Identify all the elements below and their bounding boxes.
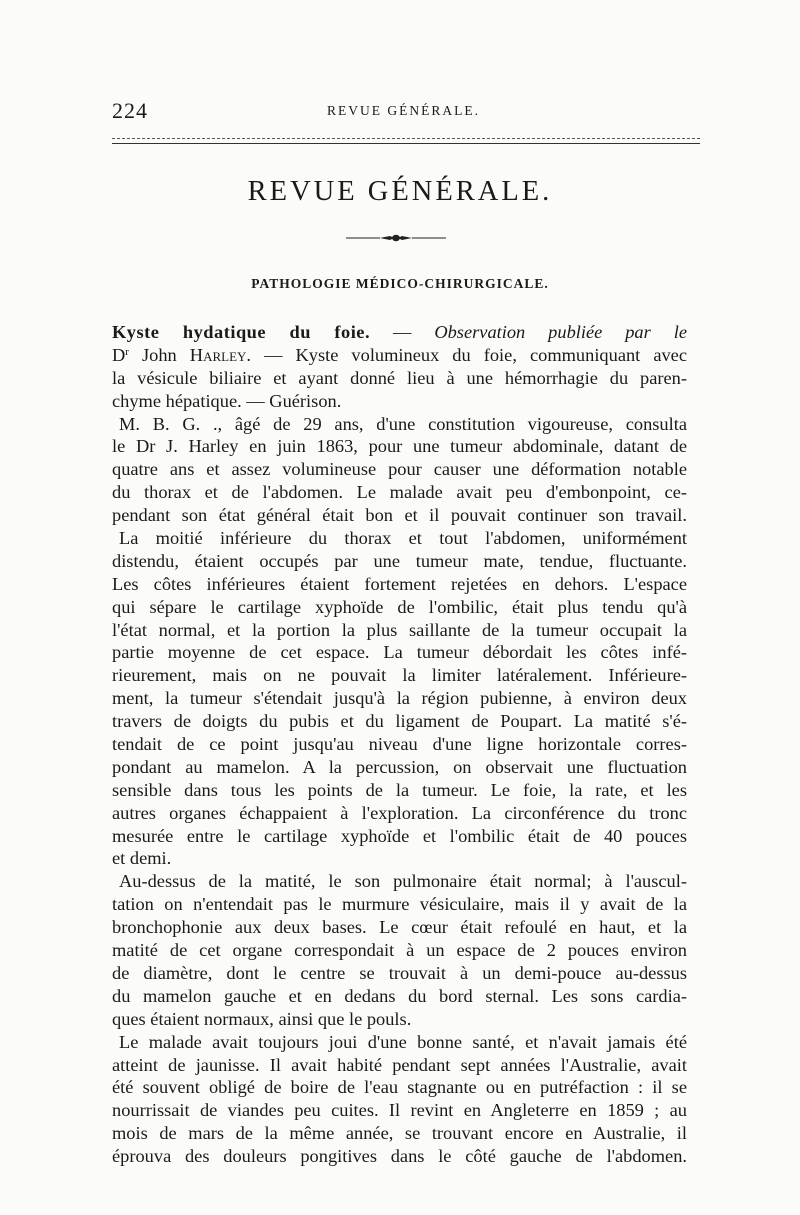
text-line: l'état normal, et la portion la plus saillante de la tumeur occupait la: [112, 619, 687, 640]
header-rule-solid: [112, 143, 700, 144]
text-line: distendu, étaient occupés par une tumeur mate, tendue, fluctuante.: [112, 550, 687, 571]
text-line: été souvent obligé de boire de l'eau stagnante ou en putréfaction : il se: [112, 1077, 687, 1098]
text-line: sensible dans tous les points de la tumeur. Le foie, la rate, et les: [112, 779, 687, 800]
text-line: tendait de ce point jusqu'au niveau d'une ligne horizontale corres-: [112, 734, 687, 755]
text-line: tation on n'entendait pas le murmure vésiculaire, mais il y avait de la: [112, 894, 687, 915]
text-line: le Dr J. Harley en juin 1863, pour une tumeur abdominale, datant de: [112, 436, 687, 457]
heading-separator: —: [370, 322, 435, 342]
header-rule-dashed: [112, 138, 700, 139]
text-line: Au-dessus de la matité, le son pulmonaire était normal; à l'auscul-: [119, 871, 687, 892]
running-title: REVUE GÉNÉRALE.: [327, 103, 480, 118]
author-title-sup: r: [125, 345, 129, 358]
text-line: mesurée entre le cartilage xyphoïde et l'ombilic était de 40 pouces: [112, 825, 687, 846]
text-line: M. B. G. ., âgé de 29 ans, d'une constitution vigoureuse, consulta: [119, 413, 687, 434]
text-line: mois de mars de la même année, se trouvant encore en Australie, il: [112, 1123, 687, 1144]
text-line: pendant son état général était bon et il pouvait continuer son travail.: [112, 505, 687, 526]
text-line: nourrissait de viandes peu cuites. Il revint en Angleterre en 1859 ; au: [112, 1100, 687, 1121]
author-title: D: [112, 344, 126, 365]
text-line: Le malade avait toujours joui d'une bonne santé, et n'avait jamais été: [119, 1031, 687, 1052]
text-line: pondant au mamelon. A la percussion, on observait une fluctuation: [112, 756, 687, 777]
text-line: éprouva des douleurs pongitives dans le côté gauche de l'abdomen.: [112, 1146, 687, 1167]
text-line: ment, la tumeur s'étendait jusqu'à la région pubienne, à environ deux: [112, 688, 687, 709]
page-title: REVUE GÉNÉRALE.: [247, 176, 553, 207]
article-heading-line: [112, 321, 687, 344]
author-surname: Harley.: [189, 344, 252, 365]
text-line: bronchophonie aux deux bases. Le cœur était refoulé en haut, et la: [112, 917, 687, 938]
text-line: du thorax et de l'abdomen. Le malade avait peu d'embonpoint, ce-: [112, 482, 687, 503]
text-line: et demi.: [112, 848, 172, 869]
article-heading: Kyste hydatique du foie.: [112, 322, 371, 342]
section-title: PATHOLOGIE MÉDICO-CHIRURGICALE.: [251, 276, 549, 291]
text-line: atteint de jaunisse. Il avait habité pendant sept années l'Australie, avait: [112, 1054, 687, 1075]
text-line: chyme hépatique. — Guérison.: [112, 390, 342, 411]
text-line: partie moyenne de cet espace. La tumeur débordait les côtes infé-: [112, 642, 687, 663]
text-line: de diamètre, dont le centre se trouvait à un demi-pouce au-dessus: [112, 962, 687, 983]
heading-note: Observation publiée par le: [434, 322, 687, 342]
text-line: la vésicule biliaire et ayant donné lieu à une hémorrhagie du paren-: [112, 367, 687, 388]
text-line: quatre ans et assez volumineuse pour causer une déformation notable: [112, 459, 687, 480]
page-header: [112, 98, 690, 128]
text-line: qui sépare le cartilage xyphoïde de l'ombilic, était plus tendu qu'à: [112, 596, 687, 617]
text-line: La moitié inférieure du thorax et tout l'abdomen, uniformément: [119, 528, 687, 549]
article-author-line: [112, 344, 687, 367]
text-line: Les côtes inférieures étaient fortement rejetées en dehors. L'espace: [112, 573, 687, 594]
page-number: 224: [112, 98, 148, 123]
text-line: ques étaient normaux, ainsi que le pouls.: [112, 1008, 412, 1029]
text-line: matité de cet organe correspondait à un espace de 2 pouces environ: [112, 940, 687, 961]
text-line: autres organes échappaient à l'exploration. La circonférence du tronc: [112, 802, 687, 823]
text-line: du mamelon gauche et en dedans du bord sternal. Les sons cardia-: [112, 985, 687, 1006]
fleuron-ornament-icon: [346, 233, 446, 243]
article-body: [112, 321, 687, 1168]
author-firstname: John: [142, 344, 177, 365]
text-line: rieurement, mais on ne pouvait la limiter latéralement. Inférieure-: [112, 665, 687, 686]
author-line-rest: — Kyste volumineux du foie, communiquant avec: [264, 344, 687, 365]
text-line: travers de doigts du pubis et du ligament de Poupart. La matité s'é-: [112, 711, 687, 732]
